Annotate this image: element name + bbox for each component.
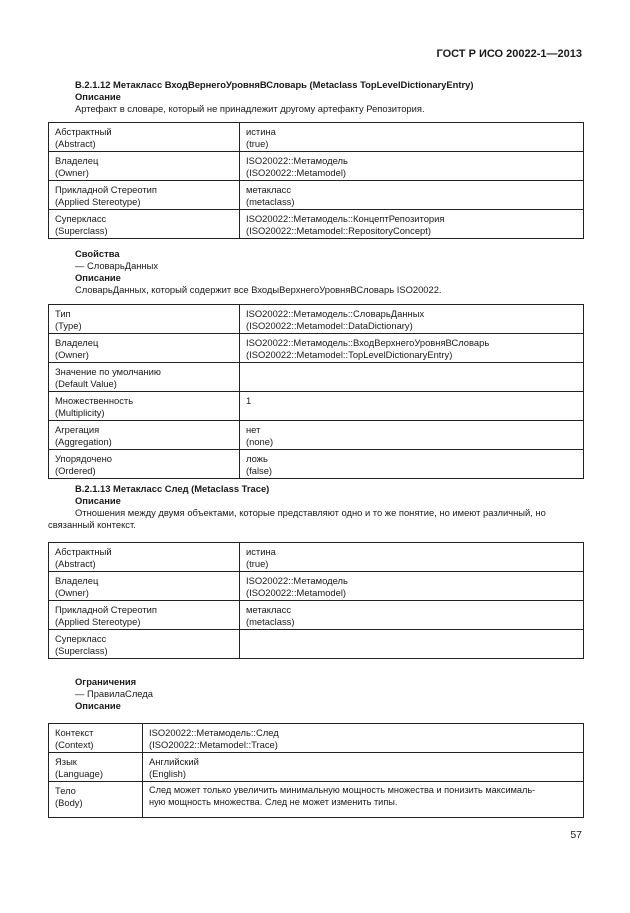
table-row [49,305,584,334]
table-row [49,450,584,479]
table-cell-value: 1 [240,392,584,421]
table-cell-value: ISO20022::Метамодель (ISO20022::Metamodel) [240,572,584,601]
table-cell-value: ISO20022::Метамодель::След (ISO20022::Metamodel::Trace) [143,724,584,753]
table-row [49,334,584,363]
table-row [49,543,584,572]
property-description-text: СловарьДанных, который содержит все ВходыВерхнегоУровняВСловарь ISO20022. [75,284,442,295]
properties-table-2 [48,542,584,659]
document-id-header: ГОСТ Р ИСО 20022-1—2013 [436,48,582,60]
table-cell-key: Агрегация (Aggregation) [49,421,240,450]
table-cell-value: ISO20022::Метамодель::КонцептРепозитория (ISO20022::Metamodel::RepositoryConcept) [240,210,584,239]
section-heading-top-level-dictionary-entry: В.2.1.12 Метакласс ВходВернегоУровняВСловарь (Metaclass TopLevelDictionaryEntry) [75,79,474,90]
table-cell-value: ISO20022::Метамодель::ВходВерхнегоУровняВСловарь (ISO20022::Metamodel::TopLevelDictionaryEntry) [240,334,584,363]
table-cell-value: ISO20022::Метамодель::СловарьДанных (ISO20022::Metamodel::DataDictionary) [240,305,584,334]
constraint-item: — ПравилаСледа [75,688,153,699]
table-cell-value: ложь (false) [240,450,584,479]
table-cell-key: Язык (Language) [49,753,143,782]
property-table-1 [48,304,584,479]
description-text: Артефакт в словаре, который не принадлежит другому артефакту Репозитория. [75,103,425,114]
table-cell-value: Английский (English) [143,753,584,782]
table-cell-key: Прикладной Стереотип (Applied Stereotype) [49,181,240,210]
constraint-table [48,723,584,818]
table-cell-value: истина (true) [240,543,584,572]
table-cell-key: Значение по умолчанию (Default Value) [49,363,240,392]
properties-label: Свойства [75,248,120,259]
table-cell-key: Суперкласс (Superclass) [49,210,240,239]
table-row [49,152,584,181]
table-cell-value: метакласс (metaclass) [240,181,584,210]
description-label: Описание [75,495,121,506]
constraints-label: Ограничения [75,676,137,687]
constraint-description-label: Описание [75,700,121,711]
table-cell-value: нет (none) [240,421,584,450]
table-cell-key: Суперкласс (Superclass) [49,630,240,659]
table-row [49,572,584,601]
table-row [49,210,584,239]
table-cell-key: Владелец (Owner) [49,572,240,601]
table-row [49,123,584,152]
description-label: Описание [75,91,121,102]
page-number: 57 [570,829,582,841]
table-cell-key: Упорядочено (Ordered) [49,450,240,479]
table-row [49,782,584,818]
properties-table-1 [48,122,584,239]
property-item: — СловарьДанных [75,260,159,271]
table-row [49,630,584,659]
description-text-line-2: связанный контекст. [48,519,136,530]
table-cell-value: истина (true) [240,123,584,152]
table-cell-key: Владелец (Owner) [49,152,240,181]
table-row [49,392,584,421]
table-row [49,181,584,210]
table-cell-key: Абстрактный (Abstract) [49,123,240,152]
table-row [49,363,584,392]
property-description-label: Описание [75,272,121,283]
table-row [49,421,584,450]
table-cell-key: Тело (Body) [49,782,143,818]
table-row [49,753,584,782]
table-cell-value: ISO20022::Метамодель (ISO20022::Metamodel) [240,152,584,181]
table-cell-value [240,630,584,659]
description-text-line-1: Отношения между двумя объектами, которые представляют одно и то же понятие, но имеют различный, но [75,507,546,518]
table-cell-key: Прикладной Стереотип (Applied Stereotype) [49,601,240,630]
table-cell-key: Абстрактный (Abstract) [49,543,240,572]
table-cell-key: Тип (Type) [49,305,240,334]
table-cell-key: Множественность (Multiplicity) [49,392,240,421]
table-cell-value: метакласс (metaclass) [240,601,584,630]
table-cell-value: След может только увеличить минимальную мощность множества и понизить максималь- ную мощность множества. След не может изменить типы. [143,782,584,818]
section-heading-trace: В.2.1.13 Метакласс След (Metaclass Trace) [75,483,270,494]
table-row [49,601,584,630]
table-cell-key: Владелец (Owner) [49,334,240,363]
table-cell-key: Контекст (Context) [49,724,143,753]
table-cell-value [240,363,584,392]
table-row [49,724,584,753]
